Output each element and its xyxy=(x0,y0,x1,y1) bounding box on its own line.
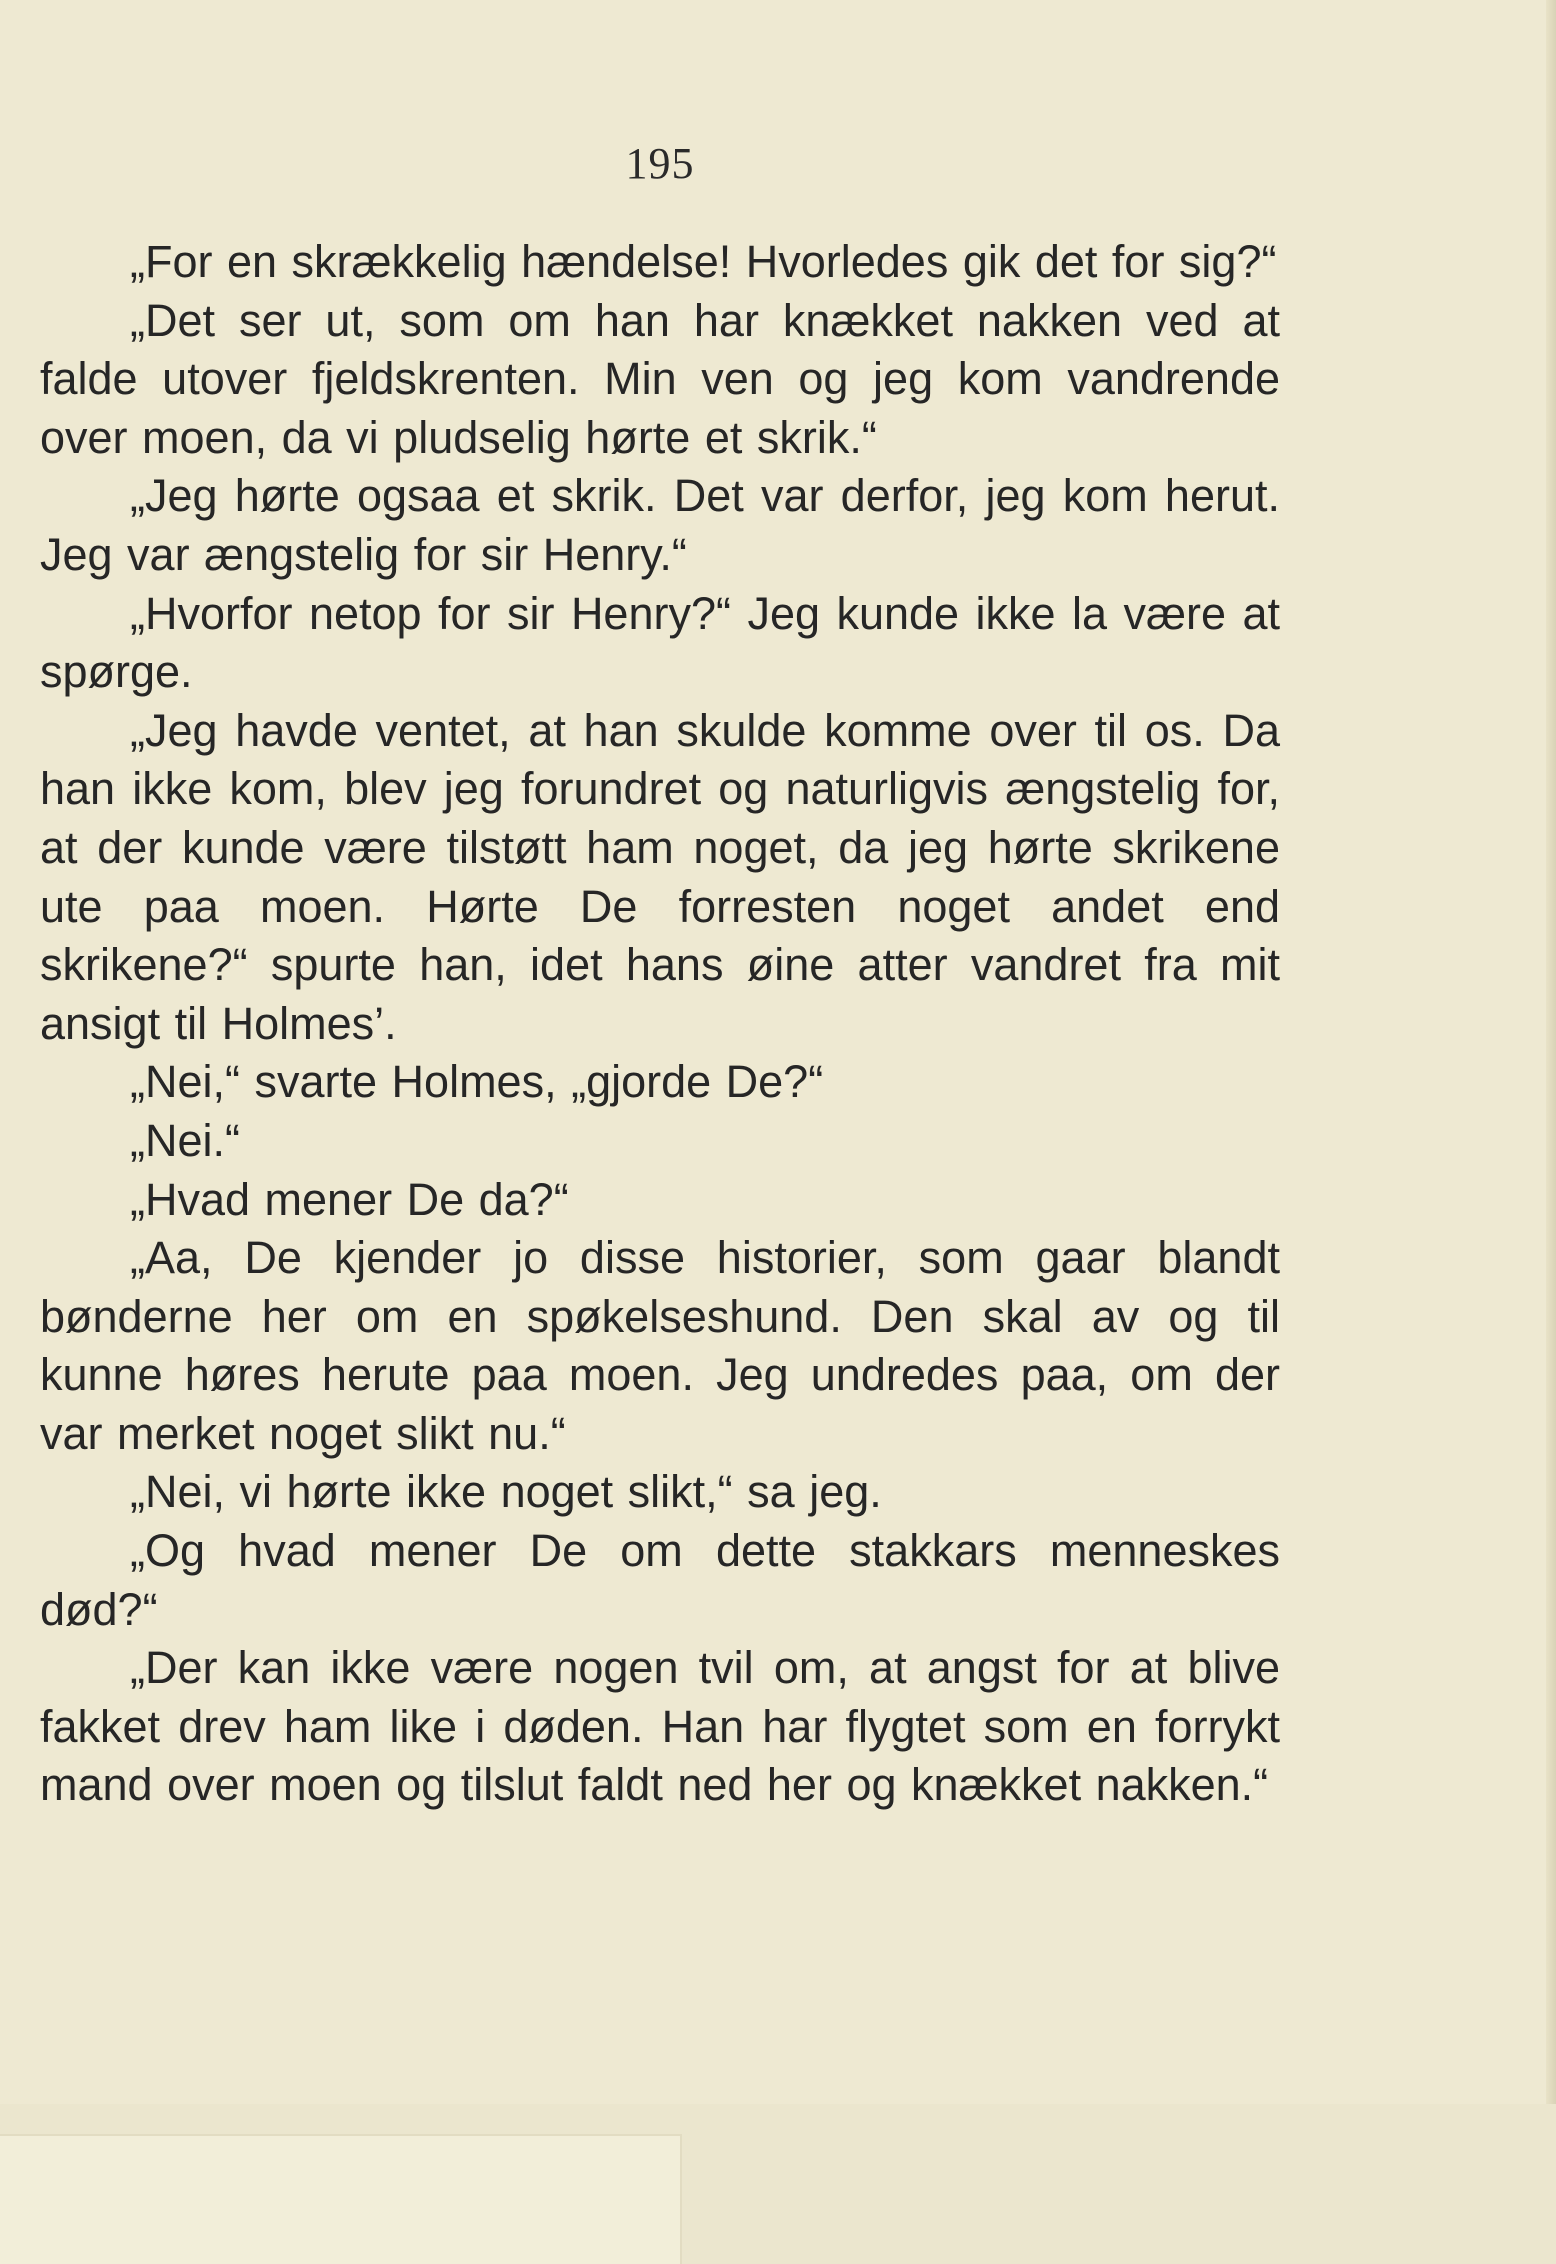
paragraph: „Aa, De kjender jo disse historier, som gaar blandt bønderne her om en spøkelseshund. Den skal av og til kunne høres herute paa moen. Jeg undredes paa, om der var merket noget slikt nu.“ xyxy=(40,1232,1280,1459)
body-text xyxy=(40,233,1280,1815)
paragraph: „Nei.“ xyxy=(130,1114,240,1166)
paragraph: „Nei, vi hørte ikke noget slikt,“ sa jeg. xyxy=(130,1466,882,1518)
paper-slip xyxy=(0,2134,682,2264)
paragraph: „Jeg havde ventet, at han skulde komme over til os. Da han ikke kom, blev jeg forundret og naturligvis ængstelig for, at der kunde være tilstøtt ham noget, da jeg hørte skrikene ute paa moen. Hørte De forresten noget andet end skrikene?“ spurte han, idet hans øine atter vandret fra mit ansigt til Holmes’. xyxy=(40,704,1280,1049)
paragraph: „Og hvad mener De om dette stakkars menneskes død?“ xyxy=(40,1525,1280,1635)
paragraph: „Der kan ikke være nogen tvil om, at angst for at blive fakket drev ham like i døden. Han har flygtet som en forrykt mand over moen og tilslut faldt ned her og knækket nakken.“ xyxy=(40,1642,1280,1811)
paragraph: „Hvad mener De da?“ xyxy=(130,1173,569,1225)
paragraph: „Hvorfor netop for sir Henry?“ Jeg kunde ikke la være at spørge. xyxy=(40,587,1280,698)
paragraph: „Jeg hørte ogsaa et skrik. Det var derfor, jeg kom herut. Jeg var ængstelig for sir Henry.“ xyxy=(40,470,1280,580)
page-edge xyxy=(1546,0,1556,2264)
page-number: 195 xyxy=(625,139,695,188)
paragraph: „Det ser ut, som om han har knækket nakken ved at falde utover fjeldskrenten. Min ven og jeg kom vandrende over moen, da vi pludselig hørte et skrik.“ xyxy=(40,294,1280,463)
paragraph: „Nei,“ svarte Holmes, „gjorde De?“ xyxy=(130,1056,824,1108)
paragraph: „For en skrækkelig hændelse! Hvorledes gik det for sig?“ xyxy=(130,236,1277,287)
